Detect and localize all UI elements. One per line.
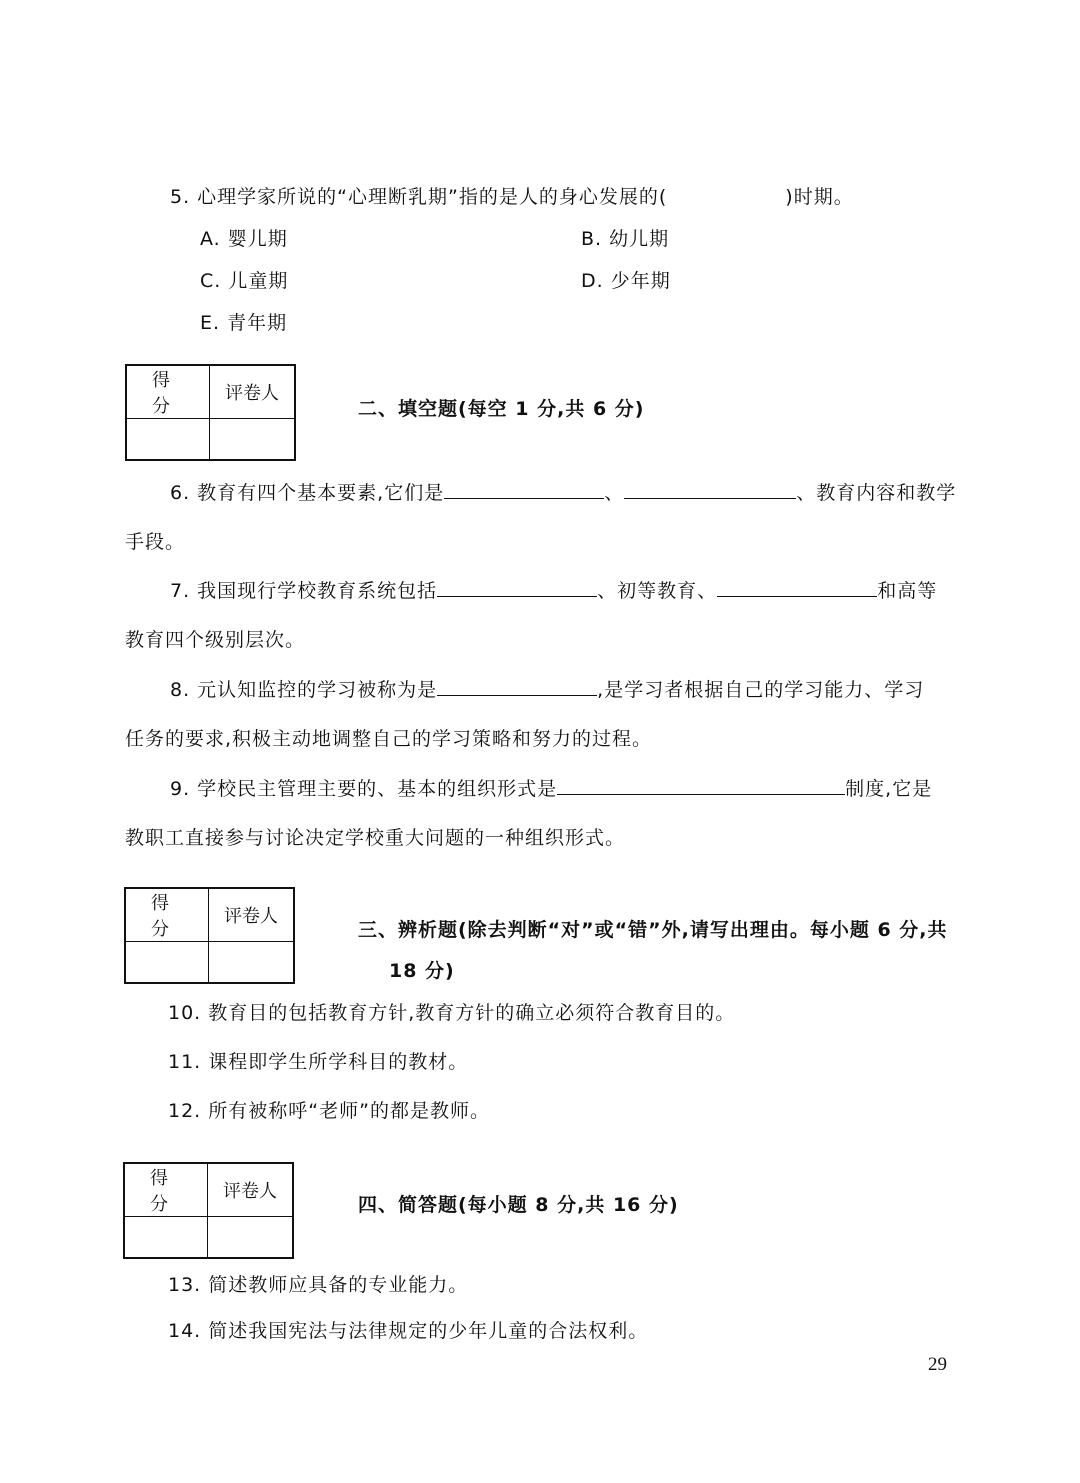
section4-title: 四、简答题(每小题 8 分,共 16 分) [358,1194,679,1216]
q5-stem-suffix: )时期。 [785,186,854,208]
q6-line1 [170,480,956,506]
q6-blank-1[interactable] [444,480,604,499]
score-box-section4 [123,1162,294,1259]
q13: 13. 简述教师应具备的专业能力。 [168,1274,469,1296]
grader-cell[interactable] [209,942,295,984]
q7-text-3: 和高等 [877,580,938,602]
score-label: 得 分 [125,888,209,942]
q8-line2: 任务的要求,积极主动地调整自己的学习策略和努力的过程。 [125,728,653,750]
section2-title: 二、填空题(每空 1 分,共 6 分) [358,398,645,420]
q6-blank-2[interactable] [624,480,796,499]
score-cell[interactable] [124,1217,208,1259]
q8-text-1: 8. 元认知监控的学习被称为是 [170,679,438,701]
q6-text-2: 、 [604,482,625,504]
q9-line1 [170,776,932,802]
q7-text-1: 7. 我国现行学校教育系统包括 [170,580,438,602]
score-label: 得 分 [124,1163,208,1217]
grader-label: 评卷人 [210,365,296,419]
q5-option-d: D. 少年期 [581,270,671,292]
q12: 12. 所有被称呼“老师”的都是教师。 [168,1100,490,1122]
q14: 14. 简述我国宪法与法律规定的少年儿童的合法权利。 [168,1320,649,1342]
q11: 11. 课程即学生所学科目的教材。 [168,1051,469,1073]
grader-cell[interactable] [208,1217,294,1259]
section3-title-line2: 18 分) [389,960,455,982]
q7-line1 [170,578,937,604]
q10: 10. 教育目的包括教育方针,教育方针的确立必须符合教育目的。 [168,1002,736,1024]
q5-option-c: C. 儿童期 [200,270,289,292]
q5-stem [170,184,854,210]
q6-line2: 手段。 [125,531,186,553]
grader-label: 评卷人 [209,888,295,942]
q6-text-1: 6. 教育有四个基本要素,它们是 [170,482,445,504]
q8-line1 [170,677,924,703]
score-cell[interactable] [126,419,210,461]
q9-text-1: 9. 学校民主管理主要的、基本的组织形式是 [170,778,558,800]
q8-blank-1[interactable] [437,677,597,696]
q5-option-a: A. 婴儿期 [200,228,288,250]
score-label: 得 分 [126,365,210,419]
q7-blank-1[interactable] [437,578,597,597]
q7-text-2: 、初等教育、 [597,580,718,602]
q9-line2: 教职工直接参与讨论决定学校重大问题的一种组织形式。 [125,827,626,849]
q5-option-b: B. 幼儿期 [581,228,670,250]
q9-text-2: 制度,它是 [845,778,933,800]
q5-stem-prefix: 5. 心理学家所说的“心理断乳期”指的是人的身心发展的( [170,186,668,208]
q8-text-2: ,是学习者根据自己的学习能力、学习 [597,679,925,701]
grader-cell[interactable] [210,419,296,461]
q7-line2: 教育四个级别层次。 [125,629,306,651]
q9-blank-1[interactable] [557,776,845,795]
page-number: 29 [928,1354,947,1375]
score-box-section2 [125,364,296,461]
section3-title-line1: 三、辨析题(除去判断“对”或“错”外,请写出理由。每小题 6 分,共 [358,919,948,941]
grader-label: 评卷人 [208,1163,294,1217]
score-cell[interactable] [125,942,209,984]
q6-text-3: 、教育内容和教学 [796,482,957,504]
q5-option-e: E. 青年期 [200,312,288,334]
q7-blank-2[interactable] [717,578,877,597]
score-box-section3 [124,887,295,984]
